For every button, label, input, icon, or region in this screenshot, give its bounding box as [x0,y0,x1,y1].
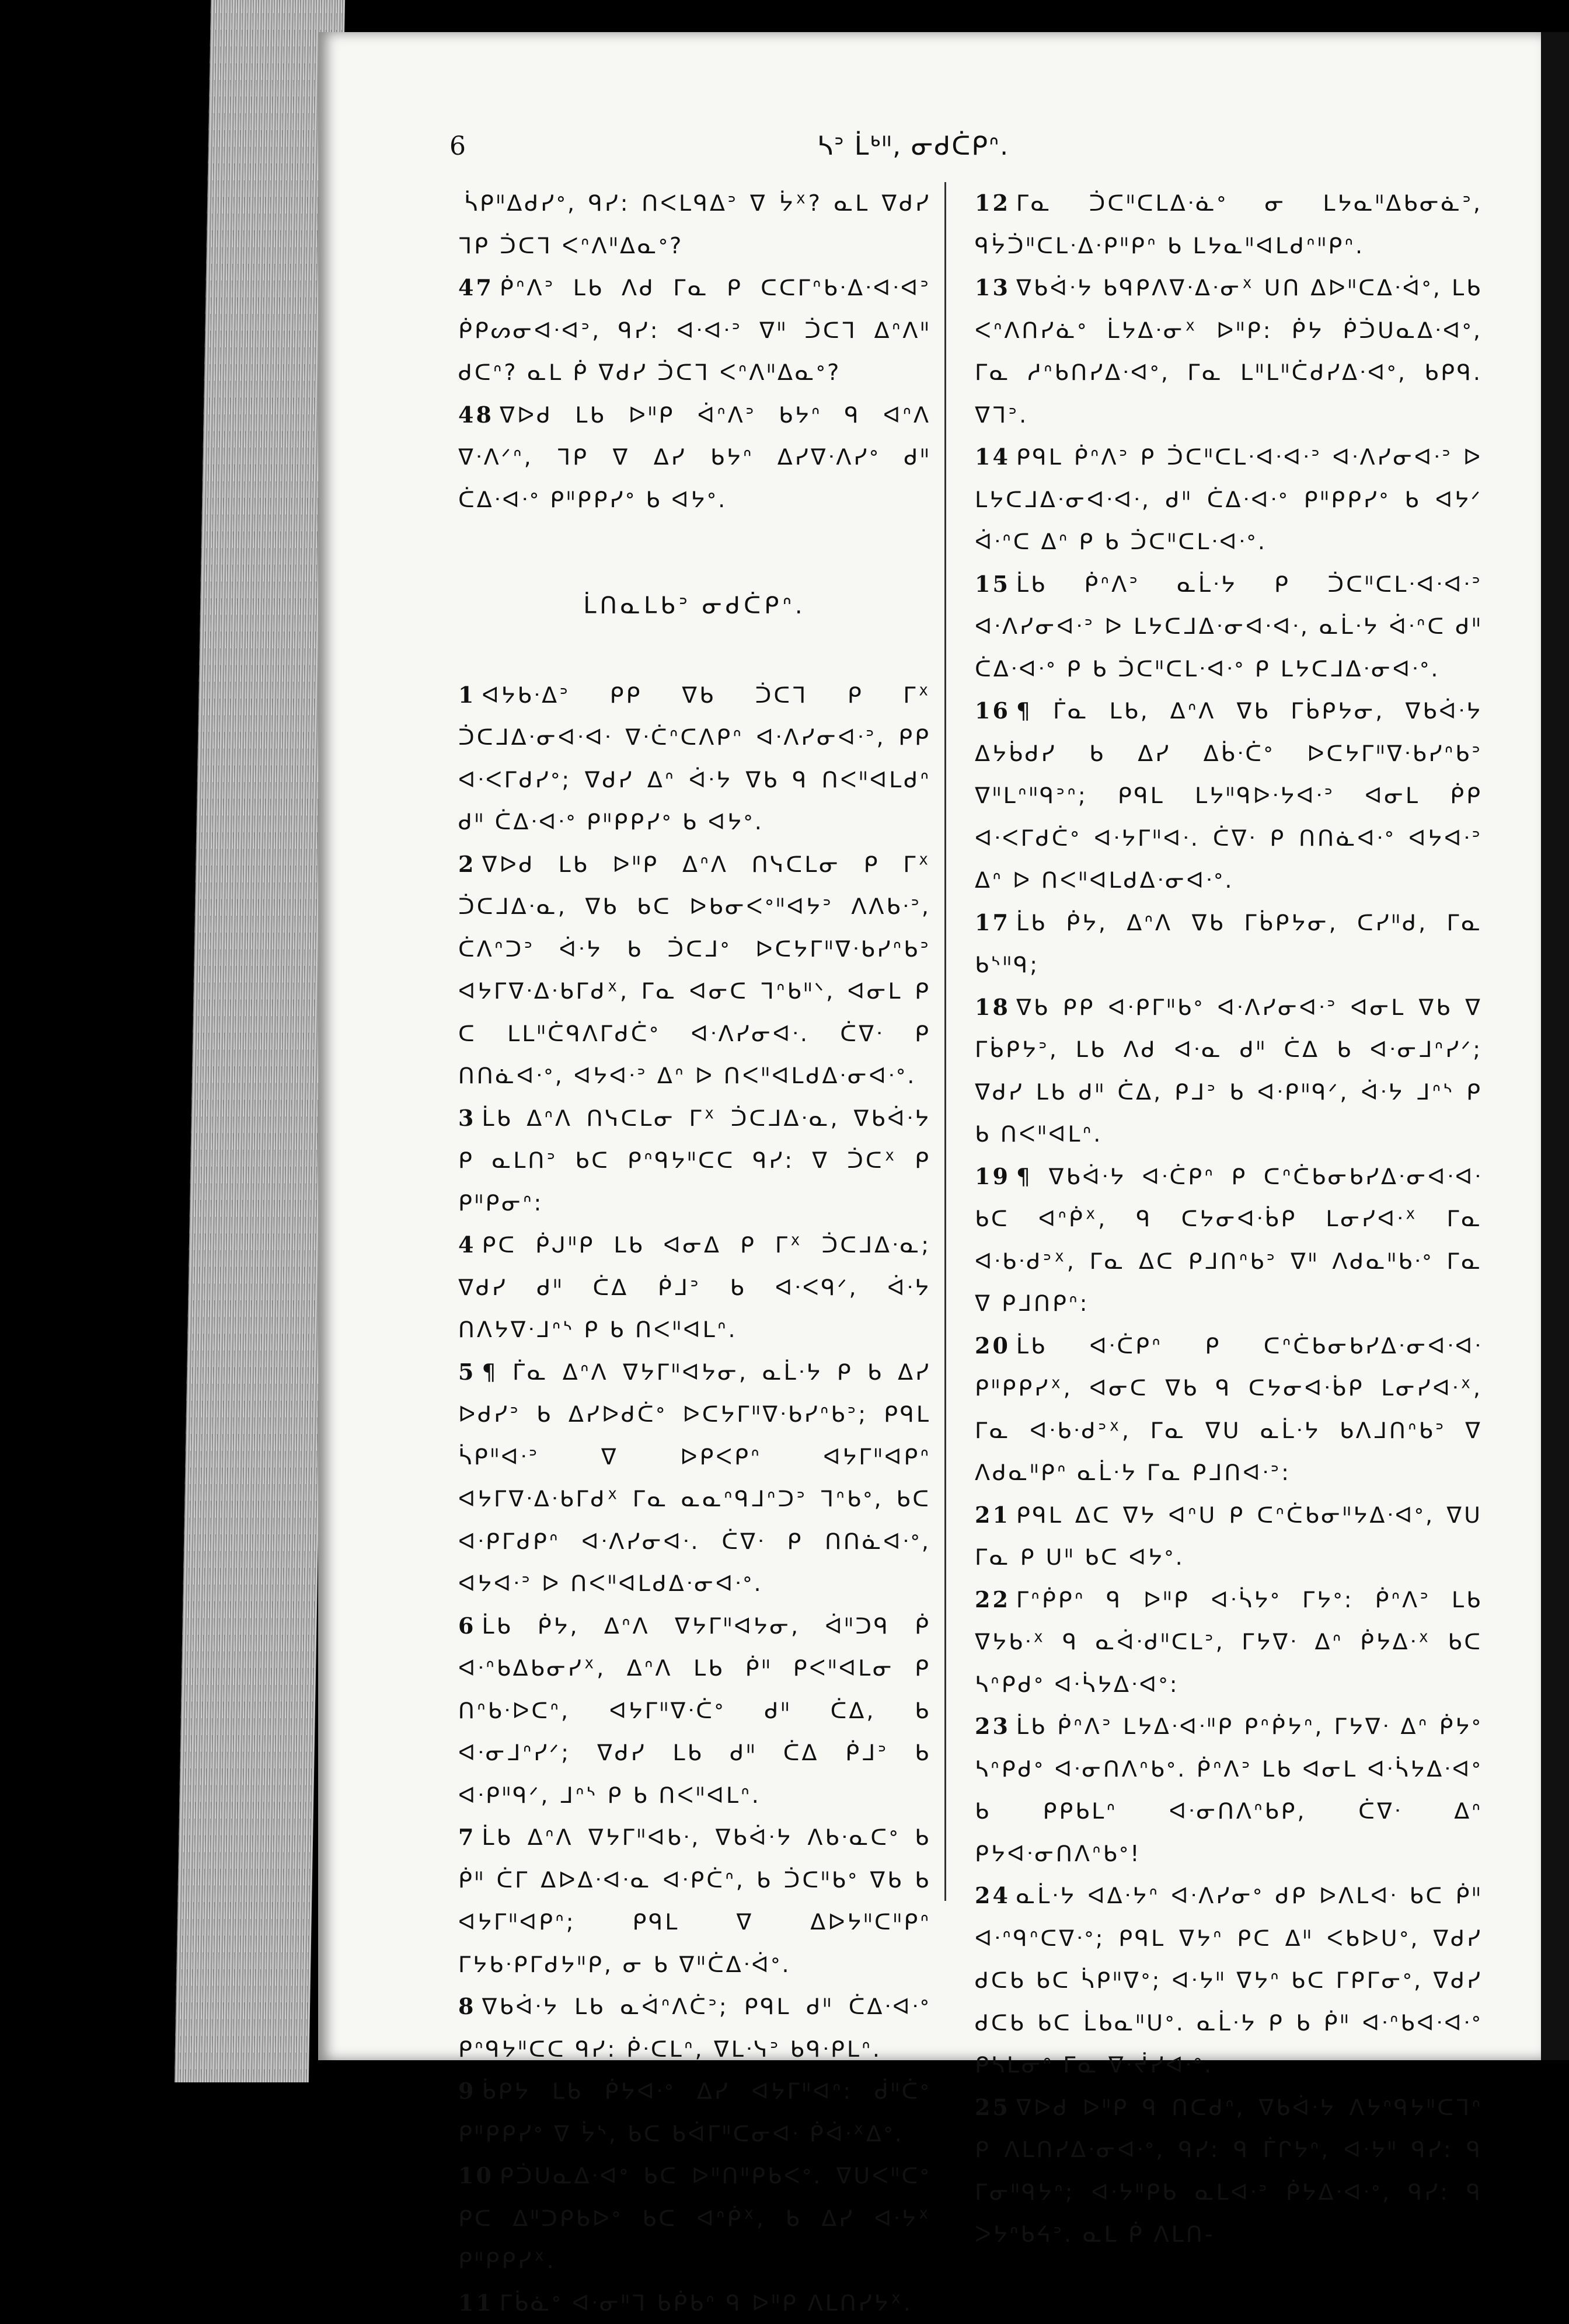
chapter-heading: ᒫᑎᓇᒪᑲᐣ ᓂᑯᑖᑭᐢ. [458,585,931,627]
verse-text: ᒥᑳᓈᐤ ᐊᐧᓂᐦᒣ ᑲᑮᑲᐢ ᑫ ᐅᐦᑭ ᐱᒪᑎᓯᔭᕽ. [500,2290,913,2316]
verse-number: 14 [975,444,1010,470]
verse-number: 2 [458,851,476,877]
right-column [975,182,1483,2015]
verse-text: ᑭᑫᒪ ᐃᑕ ᐁᔭ ᐊᐢᑌ ᑭ ᑕᐢᑖᑲᓂᐦᔭᐃᐧᐊᐤ, ᐁᑌ ᒥᓇ ᑭ ᑌᐦ ᑲᑕ ᐊᔭᐤ. [975,1502,1483,1571]
verse [975,1579,1483,1706]
verse [975,1325,1483,1494]
column-divider [944,182,946,1901]
verse-number: 21 [975,1502,1010,1528]
verse [975,1156,1483,1325]
verse [975,563,1483,690]
verse [458,1224,931,1351]
verse-number: 22 [975,1586,1010,1613]
verse-text: ᒫᑲ ᐃᐢᐱ ᑎᓭᑕᒪᓂ ᒥᕁ ᑑᑕᒧᐃᐧᓇ, ᐁᑲᐋᐧᔭ ᑭ ᓇᒪᑎᐣ ᑲᑕ ᑭᐢᑫᔭᐦᑕᑕ ᑫᓯ: ᐁ ᑑᑕᕽ ᑭ ᑭᐦᑭᓂᐢ: [458,1105,931,1216]
verse-text: ᐁᐅᑯ ᒪᑲ ᐅᐦᑭ ᐃᐢᐱ ᑎᓭᑕᒪᓂ ᑭ ᒥᕁ ᑑᑕᒧᐃᐧᓇ, ᐁᑲ ᑲᑕ ᐅᑲᓂᐸᐤᐦᐊᔭᐣ ᐱᐱᑲᐧᐣ, ᑖᐱᐢᑐᐣ ᐋᐧᔭ ᑲ ᑑᑕᒧᐤ ᐅᑕᔭᒥᐦᐁᐧᑲᓯᐢᑲᐣ ᐊᔭᒥᐁᐧᐃᐧᑲᒥᑯᕽ, ᒥᓇ ᐊᓂᑕ ᒣᐢᑲᐦᐠ, ᐊᓂᒪ ᑭ ᑕ ᒪᒪᐦᑖᑫᐱᒥᑯᑖᐤ ᐊᐧᐱᓯᓂᐊᐧ. ᑖᐁᐧ ᑭ ᑎᑎᓈᐊᐧᐤ, ᐊᔭᐊᐧᐣ ᐃᐢ ᐅ ᑎᐸᐦᐊᒪᑯᐃᐧᓂᐊᐧᐤ. [458,852,931,1089]
verse-number: 24 [975,1882,1010,1908]
verse [975,1494,1483,1579]
verse-text: ᒫᑲ ᑮᐢᐱᐣ ᒪᔭᐃᐧᐊᐧᐦᑭ ᑭᐢᑮᔭᐢ, ᒥᔭᐁᐧ ᐃᐢ ᑮᔭᐤ ᓴᐢᑭᑯᐤ ᐊᐧᓂᑎᐱᐢᑲᐤ. ᑮᐢᐱᐣ ᒪᑲ ᐊᓂᒪ ᐊᐧᓵᔭᐃᐧᐊᐤ ᑲ ᑭᑭᑲᒪᐢ ᐊᐧᓂᑎᐱᐢᑲᑭ, ᑖᐁᐧ ᐃᐢ ᑭᔭᐊᐧᓂᑎᐱᐢᑲᐤ! [975,1714,1483,1866]
verse-number: 1 [458,682,476,708]
verse-number: 15 [975,571,1010,597]
page-header [449,131,1547,178]
verse-number: 13 [975,274,1010,301]
verse-text: ᒫᑲ ᐃᐢᐱ ᐁᔭᒥᐦᐊᑲᐧ, ᐁᑲᐋᐧᔭ ᐱᑲᐧᓇᑕᐤ ᑲ ᑮᐦ ᑖᒥ ᐃᐅᐃᐧᐊᐧᓇ ᐊᐧᑭᑖᐢ, ᑲ ᑑᑕᐦᑲᐤ ᐁᑲ ᑲ ᐊᔭᒥᐦᐊᑭᐢ; ᑭᑫᒪ ᐁ ᐃᐅᔭᐦᑕᐦᑭᐢ ᒥᔭᑲᐧᑭᒥᑯᔭᐦᑭ, ᓂ ᑲ ᐁᐦᑖᐃᐧᐋᐤ. [458,1824,931,1977]
verse-number: 3 [458,1105,476,1131]
verse-number: 20 [975,1332,1010,1359]
verse-number: 16 [975,697,1010,724]
verse-number: 9 [458,2078,476,2104]
verse [975,436,1483,563]
verse [975,902,1483,986]
verse-number: 48 [458,402,494,428]
verse [458,182,931,267]
verse-text: ¶ ᐁᑲᐋᐧᔭ ᐊᐧᑖᑭᐢ ᑭ ᑕᐢᑖᑲᓂᑲᓯᐃᐧᓂᐊᐧᐊᐧ ᑲᑕ ᐊᐢᑮᕽ, ᑫ ᑕᔭᓂᐊᐧᑳᑭ ᒪᓂᓯᐊᐧᕽ ᒥᓇ ᐊᐧᑲᐧᑯᐣᕽ, ᒥᓇ ᐃᑕ ᑭᒧᑎᐢᑲᐣ ᐁᐦ ᐱᑯᓇᐦᑲᐧᐤ ᒥᓇ ᐁ ᑭᒧᑎᑭᐢ: [975,1164,1483,1317]
verse [975,1875,1483,2086]
left-column [458,182,931,2015]
verse-number: 47 [458,274,494,301]
verse [458,1351,931,1605]
running-title: ᓴᐣ ᒫᒃᐦ, ᓂᑯᑖᑭᐢ. [817,131,1009,161]
verse-text: ᒥᐢᑮᑭᐢ ᑫ ᐅᐦᑭ ᐊᐧᓵᔭᐤ ᒥᔭᐤ: ᑮᐢᐱᐣ ᒪᑲ ᐁᔭᑲᐧᕽ ᑫ ᓇᐋᐧᑯᐦᑕᒪᐣ, ᒥᔭᐁᐧ ᐃᐢ ᑮᔭᐃᐧᕽ ᑲᑕ ᓴᐢᑭᑯᐤ ᐊᐧᓵᔭᐃᐧᐊᐤ: [975,1587,1483,1697]
verse [458,2070,931,2155]
verse-number: 5 [458,1359,476,1385]
verse [458,1605,931,1817]
verse [458,1097,931,1224]
facing-page-edge [1541,32,1569,2060]
verse-number: 23 [975,1713,1010,1739]
verse-text: ᑭᑫᒪ ᑮᐢᐱᐣ ᑭ ᑑᑕᐦᑕᒪᐧᐊᐧᐊᐧᐣ ᐊᐧᐱᓯᓂᐊᐧᐣ ᐅ ᒪᔭᑕᒧᐃᐧᓂᐊᐧᐊᐧ, ᑯᐦ ᑖᐃᐧᐊᐧᐤ ᑭᐦᑭᑭᓯᐤ ᑲ ᐊᔭᐟ ᐋᐧᐢᑕ ᐃᐢ ᑭ ᑲ ᑑᑕᐦᑕᒪᐧᐊᐧᐤ. [975,444,1483,554]
verse-text: ᐁᑲᐋᐧᔭ ᒪᑲ ᓇᐋᐢᐱᑖᐣ; ᑭᑫᒪ ᑯᐦ ᑖᐃᐧᐊᐧᐤ ᑭᐢᑫᔭᐦᑕᑕ ᑫᓯ: ᑮᐧᑕᒪᐢ, ᐁᒪᐧᓭᐣ ᑲᑫᐧᑭᒪᐢ. [458,1994,931,2062]
verse [458,267,931,394]
verse [458,843,931,1097]
verse-number: 19 [975,1163,1010,1189]
verse [458,1985,931,2070]
verse-text: ¶ ᒦᓇ ᒪᑲ, ᐃᐢᐱ ᐁᑲ ᒥᑳᑭᔭᓂ, ᐁᑲᐋᐧᔭ ᐃᔭᑳᑯᓯ ᑲ ᐃᓯ ᐃᑳᐧᑖᐤ ᐅᑕᔭᒥᐦᐁᐧᑲᓯᐢᑲᐣ ᐁᐦᒪᐢᐦᑫᐣᐢ; ᑭᑫᒪ ᒪᔭᐦᑫᐅᐧᔭᐊᐧᐣ ᐊᓂᒪ ᑮᑭ ᐊᐧᐸᒥᑯᑖᐤ ᐊᐧᔭᒥᐦᐊᐧ. ᑖᐁᐧ ᑭ ᑎᑎᓈᐊᐧᐤ ᐊᔭᐊᐧᐣ ᐃᐢ ᐅ ᑎᐸᐦᐊᒪᑯᐃᐧᓂᐊᐧᐤ. [975,698,1483,893]
verse-number: 17 [975,909,1010,936]
verse-text: ᐁᐅᑯ ᒪᑲ ᐅᐦᑭ ᐋᐢᐱᐣ ᑲᔭᐢ ᑫ ᐊᐢᐱ ᐁᐧᐱᐟᐢ, ᒣᑭ ᐁ ᐃᓯ ᑲᔭᐢ ᐃᓯᐁᐧᐱᓯᐤ ᑯᐦ ᑖᐃᐧᐊᐧᐤ ᑭᐦᑭᑭᓯᐤ ᑲ ᐊᔭᐤ. [458,402,931,512]
verse-text: ᐊᔭᑲᐧᐃᐣ ᑭᑭ ᐁᑲ ᑑᑕᒣ ᑭ ᒥᕁ ᑑᑕᒧᐃᐧᓂᐊᐧᐊᐧ ᐁᐧᑖᐢᑕᐱᑭᐢ ᐊᐧᐱᓯᓂᐊᐧᐣ, ᑭᑭ ᐊᐧᐸᒥᑯᓯᐤ; ᐁᑯᓯ ᐃᐢ ᐋᐧᔭ ᐁᑲ ᑫ ᑎᐸᐦᐊᒪᑯᐢ ᑯᐦ ᑖᐃᐧᐊᐧᐤ ᑭᐦᑭᑭᓯᐤ ᑲ ᐊᔭᐤ. [458,682,931,835]
verse-text: ᒥᓇ ᑑᑕᐦᑕᒪᐃᐧᓈᐤ ᓂ ᒪᔭᓇᐦᐃᑲᓂᓈᐣ, ᑫᔮᑑᐦᑕᒪᐧᐃᐧᑭᐦᑭᐢ ᑲ ᒪᔭᓇᐦᐊᒪᑯᐢᐦᑭᐢ. [975,190,1483,259]
verse-number: 25 [975,2094,1010,2120]
verse [975,690,1483,902]
verse [458,674,931,843]
verse-text: ᑭᑑᑌᓇᐃᐧᐊᐤ ᑲᑕ ᐅᐦᑎᐦᑭᑲᐸᐤ. ᐁᑌᐸᐦᑕᐤ ᑭᑕ ᐃᐦᑐᑭᑲᐅᐤ ᑲᑕ ᐊᐢᑮᕽ, ᑲ ᐃᓯ ᐊᐧᔭᕽ ᑭᐦᑭᑭᓯᕽ. [458,2163,931,2273]
verse-text: ᒫᑲ ᐊᐧᑖᑭᐢ ᑭ ᑕᐢᑖᑲᓂᑲᓯᐃᐧᓂᐊᐧᐊᐧ ᑭᐦᑭᑭᓯᕽ, ᐊᓂᑕ ᐁᑲ ᑫ ᑕᔭᓂᐊᐧᑳᑭ ᒪᓂᓯᐊᐧᕽ, ᒥᓇ ᐊᐧᑲᐧᑯᐣᕽ, ᒥᓇ ᐁᑌ ᓇᒫᐧᔭ ᑲᐱᒧᑎᐢᑲᐣ ᐁ ᐱᑯᓇᐦᑭᐢ ᓇᒫᐧᔭ ᒥᓇ ᑭᒧᑎᐊᐧᐣ: [975,1333,1483,1486]
verse-text: ᑮᐢᐱᐣ ᒪᑲ ᐱᑯ ᒥᓇ ᑭ ᑕᑕᒥᐢᑲᐧᐃᐧᐊᐧᐊᐣ ᑮᑭᔕᓂᐊᐧᐊᐣ, ᑫᓯ: ᐊᐧᐊᐧᐣ ᐁᐦ ᑑᑕᒣ ᐃᐢᐱᐦ ᑯᑕᐢ? ᓇᒪ ᑮ ᐁᑯᓯ ᑑᑕᒣ ᐸᐢᐱᐦᐃᓇᐤ? [458,275,931,385]
verse-number: 4 [458,1231,476,1258]
verse [975,986,1483,1156]
verse-text: ᓇᒫᐧᔭ ᐊᐃᐧᔭᐢ ᐊᐧᐱᓯᓂᐤ ᑯᑭ ᐅᐱᒪᐊᐧ ᑲᑕ ᑮᐦ ᐊᐧᐢᑫᐢᑕᐁᐧᐤ; ᑭᑫᒪ ᐁᔭᐢ ᑭᑕ ᐃᐦ ᐸᑲᐅᑌᐤ, ᐁᑯᓯ ᑯᑕᑲ ᑲᑕ ᓵᑭᐦᐁᐤ; ᐊᐧᔭᐦ ᐁᔭᐢ ᑲᑕ ᒥᑭᒥᓂᐤ, ᐁᑯᓯ ᑯᑕᑲ ᑲᑕ ᒫᑲᓇᐦᑌᐤ. ᓇᒫᐧᔭ ᑭ ᑲ ᑮᐦ ᐊᐧᐢᑲᐊᐧᐊᐧᐤ ᑭᓴᒪᓂᐢ ᒥᓇ ᐁᐧᔫᓯᐊᐧᐤ. [975,1883,1483,2078]
verse-text: ᓵᑭᐦᐃᑯᓯᐤ, ᑫᓯ: ᑎᐸᒪᑫᐃᐣ ᐁ ᔮᕁ? ᓇᒪ ᐁᑯᓯ ᒣᑭ ᑑᑕᒣ ᐸᐢᐱᐦᐃᓇᐤ? [458,190,931,259]
verse-text: ᐁᑲᐋᐧᔭ ᑲᑫᑭᐱᐁᐧᐃᐧᓂᕽ ᑌᑎ ᐃᐅᐦᑕᐃᐧᐋᐤ, ᒪᑲ ᐸᐢᐱᑎᓯᓈᐤ ᒫᔭᐃᐧᓂᕽ ᐅᐦᑭ: ᑮᔭ ᑮᑑᑌᓇᐃᐧᐊᐤ, ᒥᓇ ᓱᐢᑲᑎᓯᐃᐧᐊᐤ, ᒥᓇ ᒪᐦᒪᐦᑖᑯᓯᐃᐧᐊᐤ, ᑲᑭᑫ. ᐁᒣᐣ. [975,275,1483,428]
verse [458,1816,931,1985]
verse-text: ᐁᐅᑯ ᐅᐦᑭ ᑫ ᑎᑕᑯᐢ, ᐁᑲᐋᐧᔭ ᐱᔭᐢᑫᔭᐦᑕᒣᐢ ᑭ ᐱᒪᑎᓯᐃᐧᓂᐊᐧᐤ, ᑫᓯ: ᑫ ᒦᒋᔭᐢ, ᐊᐧᔭᐦ ᑫᓯ: ᑫ ᒥᓂᐦᑫᔭᐢ; ᐊᐧᔭᐦᑭᑲ ᓇᒪᐊᐧᐣ ᑮᔭᐃᐧᐊᐧᐤ, ᑫᓯ: ᑫ ᐳᔭᐢᑲᔦᐣ. ᓇᒪ ᑮ ᐱᒪᑎ- [975,2095,1483,2248]
verse-text: ᑭᑕ ᑮᒍᐦᑭ ᒪᑲ ᐊᓂᐃ ᑭ ᒥᕁ ᑑᑕᒧᐃᐧᓇ; ᐁᑯᓯ ᑯᐦ ᑖᐃ ᑮᒧᐣ ᑲ ᐊᐧᐸᑫᐟ, ᐋᐧᔭ ᑎᐱᔭᐁᐧᒧᐢᔅ ᑭ ᑲ ᑎᐸᐦᐊᒪᐢ. [458,1232,931,1342]
verse [458,2282,931,2324]
verse [975,2086,1483,2256]
verse [975,267,1483,436]
verse-number: 6 [458,1613,476,1639]
verse-number: 18 [975,994,1010,1020]
verse-text: ᒫᑲ ᑮᐢᐱᐣ ᓇᒫᐧᔭ ᑭ ᑑᑕᐦᑕᒪᐧᐊᐧᐊᐧᐣ ᐊᐧᐱᓯᓂᐊᐧᐣ ᐅ ᒪᔭᑕᒧᐃᐧᓂᐊᐧᐊᐧ, ᓇᒫᐧᔭ ᐋᐧᐢᑕ ᑯᐦ ᑖᐃᐧᐊᐧᐤ ᑭ ᑲ ᑑᑕᐦᑕᒪᐧᐊᐧᐤ ᑭ ᒪᔭᑕᒧᐃᐧᓂᐊᐧᐤ. [975,571,1483,682]
verse-text: ¶ ᒦᓇ ᐃᐢᐱ ᐁᔭᒥᐦᐊᔭᓂ, ᓇᒫᐧᔭ ᑭ ᑲ ᐃᓯ ᐅᑯᓯᐣ ᑲ ᐃᓯᐅᑯᑖᐤ ᐅᑕᔭᒥᐦᐁᐧᑲᓯᐢᑲᐣ; ᑭᑫᒪ ᓵᑭᐦᐊᐧᐣ ᐁ ᐅᑭᐸᑭᐢ ᐊᔭᒥᐦᐊᑭᐢ ᐊᔭᒥᐁᐧᐃᐧᑲᒥᑯᕽ ᒥᓇ ᓇᓇᐢᑫᒧᐢᑐᐣ ᒣᐢᑲᐤ, ᑲᑕ ᐊᐧᑭᒥᑯᑭᐢ ᐊᐧᐱᓯᓂᐊᐧ. ᑖᐁᐧ ᑭ ᑎᑎᓈᐊᐧᐤ, ᐊᔭᐊᐧᐣ ᐅ ᑎᐸᐦᐊᒪᑯᐃᐧᓂᐊᐧᐤ. [458,1359,931,1597]
verse-number: 8 [458,1993,476,2019]
verse-number: 12 [975,190,1010,216]
verse-number: 7 [458,1824,476,1850]
verse-number: 10 [458,2162,494,2189]
verse-text: ᐁᑲ ᑭᑭ ᐊᐧᑭᒥᐦᑲᐤ ᐊᐧᐱᓯᓂᐊᐧᐣ ᐊᓂᒪ ᐁᑲ ᐁ ᒥᑳᑭᔭᐣ, ᒪᑲ ᐱᑯ ᐊᐧᓇ ᑯᐦ ᑖᐃ ᑲ ᐊᐧᓂᒧᐢᓯᐟ; ᐁᑯᓯ ᒪᑲ ᑯᐦ ᑖᐃ, ᑭᒧᐣ ᑲ ᐊᐧᑭᐦᑫᐟ, ᐋᐧᔭ ᒧᐢᔅ ᑭ ᑲ ᑎᐸᐦᐊᒪᐢ. [975,994,1483,1147]
verse [975,1705,1483,1875]
verse-text: ᒫᑲ ᑮᔭ, ᐃᐢᐱ ᐁᑲ ᒥᑳᑭᔭᓂ, ᑕᓯᐦᑯ, ᒥᓇ ᑲᔅᐦᑫ; [975,910,1483,978]
verse-text: ᒫᑲ ᑮᔭ, ᐃᐢᐱ ᐁᔭᒥᐦᐊᔭᓂ, ᐋᐦᑐᑫ ᑮ ᐊᐧᐢᑲᐃᑲᓂᓯᕽ, ᐃᐢᐱ ᒪᑲ ᑮᐦ ᑭᐸᐦᐊᒪᓂ ᑭ ᑎᐢᑲᐧᐅᑕᐢ, ᐊᔭᒥᐦᐁᐧᑖᐤ ᑯᐦ ᑖᐃ, ᑲ ᐊᐧᓂᒧᐢᓯᐟ; ᐁᑯᓯ ᒪᑲ ᑯᐦ ᑖᐃ ᑮᒧᐣ ᑲ ᐊᐧᑭᐦᑫᐟ, ᒧᐢᔅ ᑭ ᑲ ᑎᐸᐦᐊᒪᐢ. [458,1613,931,1808]
page-number: 6 [449,131,466,161]
verse-text: ᑳᑭᔭ ᒪᑲ ᑮᔭᐊᐧᐤ ᐃᓯ ᐊᔭᒥᐦᐊᐢ: ᑰᐦᑖᐤ ᑭᐦᑭᑭᓯᐤ ᐁ ᔮᔅ, ᑲᑕ ᑲᐋᒥᐦᑕᓂᐊᐧ ᑮᐋᐧᕁᐃᐤ. [458,2078,931,2147]
verse [458,2155,931,2282]
verse [458,394,931,521]
verse [975,182,1483,267]
verse-number: 11 [458,2290,494,2316]
